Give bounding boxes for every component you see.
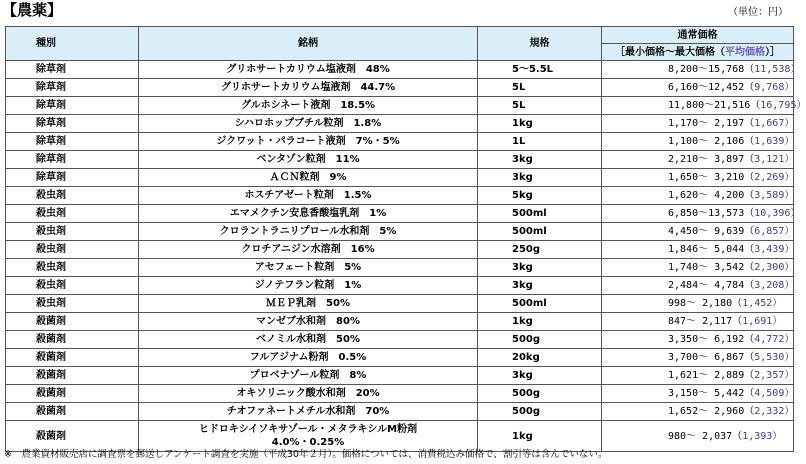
price-average: 5,530） (754, 352, 795, 363)
price-range: 1,100～ 2,106（ (668, 136, 755, 147)
cell-spec: 20kg (478, 349, 602, 367)
table-row (6, 331, 794, 349)
cell-kind: 殺菌剤 (6, 331, 139, 349)
cell-name: ホスチアゼート粒剤 1.5% (139, 187, 478, 205)
footnote: ※ 農業資材販売店に調査票を郵送しアンケート調査を実施（平成30年２月）。価格については、消費税込み価格で、割引等は含んでいない。 (4, 449, 608, 460)
cell-spec: 500g (478, 403, 602, 421)
price-range: 1,650～ 3,210（ (668, 172, 755, 183)
table-row (6, 187, 794, 205)
cell-name: チオファネートメチル水和剤 70% (139, 403, 478, 421)
cell-spec: 1kg (478, 313, 602, 331)
price-average: 3,208） (754, 280, 795, 291)
cell-kind: 除草剤 (6, 133, 139, 151)
table-row (6, 205, 794, 223)
cell-kind: 殺虫剤 (6, 205, 139, 223)
price-average: 2,269） (754, 172, 795, 183)
cell-name: アセフェート粒剤 5% (139, 259, 478, 277)
price-range: 3,150～ 5,442（ (668, 388, 755, 399)
cell-price (602, 385, 794, 403)
cell-kind: 除草剤 (6, 169, 139, 187)
cell-spec: 3kg (478, 169, 602, 187)
price-range: 998～ 2,180（ (668, 298, 743, 309)
cell-spec: 250g (478, 241, 602, 259)
table-row (6, 241, 794, 259)
cell-spec: 1L (478, 133, 602, 151)
cell-spec: 500g (478, 385, 602, 403)
cell-name-line2: 4.0%・0.25% (271, 437, 345, 448)
cell-name: フルアジナム粉剤 0.5% (139, 349, 478, 367)
cell-price (602, 403, 794, 421)
cell-kind: 除草剤 (6, 97, 139, 115)
cell-price (602, 133, 794, 151)
header-price-average: 平均価格 (725, 46, 765, 58)
price-average: 2,357） (754, 370, 795, 381)
cell-name: シハロホップブチル粒剤 1.8% (139, 115, 478, 133)
price-average: 9,768） (754, 82, 795, 93)
cell-spec: 3kg (478, 277, 602, 295)
cell-spec: 1kg (478, 115, 602, 133)
cell-spec: 5L (478, 97, 602, 115)
cell-price (602, 349, 794, 367)
price-range: 1,846～ 5,044（ (668, 244, 755, 255)
price-average: 3,589） (754, 190, 795, 201)
header-price-prefix: ［最小価格～最大価格（ (615, 46, 725, 58)
price-range: 847～ 2,117（ (668, 316, 743, 327)
cell-name: エマメクチン安息香酸塩乳剤 1% (139, 205, 478, 223)
header-spec: 規格 (478, 27, 602, 61)
price-range: 2,210～ 3,897（ (668, 154, 755, 165)
cell-spec: 500ml (478, 295, 602, 313)
cell-name: ジノテフラン粒剤 1% (139, 277, 478, 295)
cell-price (602, 295, 794, 313)
table-row (6, 295, 794, 313)
cell-spec: 3kg (478, 367, 602, 385)
cell-name: マンゼブ水和剤 80% (139, 313, 478, 331)
cell-kind: 殺虫剤 (6, 223, 139, 241)
pesticide-price-table (5, 26, 806, 452)
header-price-range (602, 44, 794, 61)
cell-name: ＡＣＮ粒剤 9% (139, 169, 478, 187)
price-range: 1,620～ 4,200（ (668, 190, 755, 201)
price-range: 8,200～15,768（ (668, 64, 755, 75)
price-average: 1,667） (754, 118, 795, 129)
cell-price (602, 277, 794, 295)
table-row (6, 313, 794, 331)
table-row (6, 403, 794, 421)
table-row (6, 367, 794, 385)
table-row (6, 133, 794, 151)
cell-price (602, 169, 794, 187)
price-average: 1,691） (742, 316, 783, 327)
table-row (6, 259, 794, 277)
price-average: 1,452） (742, 298, 783, 309)
cell-name: ジクワット・パラコート液剤 7%・5% (139, 133, 478, 151)
table-row (6, 169, 794, 187)
cell-spec: 500ml (478, 223, 602, 241)
cell-name: クロラントラニリプロール水和剤 5% (139, 223, 478, 241)
price-range: 1,740～ 3,542（ (668, 262, 755, 273)
cell-spec: 5L (478, 79, 602, 97)
cell-name (139, 421, 478, 452)
price-range: 1,170～ 2,197（ (668, 118, 755, 129)
cell-kind: 除草剤 (6, 79, 139, 97)
cell-name: グルホシネート液剤 18.5% (139, 97, 478, 115)
table-row (6, 97, 794, 115)
price-average: 10,396） (754, 208, 801, 219)
price-range: 6,850～13,573（ (668, 208, 755, 219)
price-average: 1,393） (742, 430, 783, 442)
price-range: 11,800～21,516（ (668, 100, 761, 111)
cell-price (602, 313, 794, 331)
cell-price (602, 61, 801, 79)
price-average: 4,772） (754, 334, 795, 345)
table-row (6, 115, 794, 133)
cell-kind: 殺菌剤 (6, 421, 139, 452)
cell-price (602, 421, 794, 452)
cell-price (602, 97, 806, 115)
cell-price (602, 259, 794, 277)
cell-price (602, 205, 801, 223)
table-row (6, 385, 794, 403)
cell-kind: 殺菌剤 (6, 313, 139, 331)
table-row (6, 223, 794, 241)
cell-kind: 殺虫剤 (6, 295, 139, 313)
price-average: 6,857） (754, 226, 795, 237)
cell-kind: 殺虫剤 (6, 187, 139, 205)
header-kind: 種別 (6, 27, 139, 61)
price-range: 1,652～ 2,960（ (668, 406, 755, 417)
price-range: 1,621～ 2,889（ (668, 370, 755, 381)
cell-name: プロベナゾール粒剤 8% (139, 367, 478, 385)
cell-price (602, 79, 794, 97)
cell-kind: 除草剤 (6, 115, 139, 133)
cell-name-line1: ヒドロキシイソキサゾール・メタラキシルM粉剤 (198, 424, 418, 435)
table-row (6, 151, 794, 169)
price-average: 2,300） (754, 262, 795, 273)
cell-spec: 5～5.5L (478, 61, 602, 79)
header-price: 通常価格 (602, 27, 794, 44)
cell-kind: 殺菌剤 (6, 367, 139, 385)
cell-kind: 除草剤 (6, 151, 139, 169)
cell-name: クロチアニジン水溶剤 16% (139, 241, 478, 259)
cell-price (602, 367, 794, 385)
cell-kind: 除草剤 (6, 61, 139, 79)
price-average: 3,439） (754, 244, 795, 255)
cell-name: グリホサートカリウム塩液剤 44.7% (139, 79, 478, 97)
cell-spec: 500g (478, 331, 602, 349)
cell-spec: 1kg (478, 421, 602, 452)
header-price-suffix: ）］ (765, 46, 780, 58)
price-range: 3,700～ 6,867（ (668, 352, 755, 363)
cell-kind: 殺菌剤 (6, 385, 139, 403)
price-average: 16,795） (760, 100, 806, 111)
cell-price (602, 115, 794, 133)
price-range: 4,450～ 9,639（ (668, 226, 755, 237)
section-title: 【農薬】 (2, 1, 63, 19)
cell-kind: 殺虫剤 (6, 241, 139, 259)
cell-price (602, 151, 794, 169)
price-average: 2,332） (754, 406, 795, 417)
cell-name: ベンタゾン粒剤 11% (139, 151, 478, 169)
price-range: 6,160～12,452（ (668, 82, 755, 93)
cell-name: グリホサートカリウム塩液剤 48% (139, 61, 478, 79)
cell-name: オキソリニック酸水和剤 20% (139, 385, 478, 403)
table-row (6, 421, 794, 452)
cell-price (602, 187, 794, 205)
table-row (6, 277, 794, 295)
cell-spec: 3kg (478, 259, 602, 277)
price-range: 2,484～ 4,784（ (668, 280, 755, 291)
price-range: 3,350～ 6,192（ (668, 334, 755, 345)
unit-label: （単位：円） (728, 7, 788, 18)
table-row (6, 349, 794, 367)
cell-name: ＭＥＰ乳剤 50% (139, 295, 478, 313)
cell-kind: 殺菌剤 (6, 349, 139, 367)
table-row (6, 79, 794, 97)
header-name: 銘柄 (139, 27, 478, 61)
cell-price (602, 241, 794, 259)
price-average: 11,538） (754, 64, 801, 75)
price-average: 3,121） (754, 154, 795, 165)
cell-kind: 殺虫剤 (6, 259, 139, 277)
price-average: 1,639） (754, 136, 795, 147)
cell-spec: 3kg (478, 151, 602, 169)
cell-kind: 殺菌剤 (6, 403, 139, 421)
cell-kind: 殺虫剤 (6, 277, 139, 295)
price-range: 980～ 2,037（ (668, 430, 743, 442)
table-body (6, 61, 806, 452)
table-row (6, 61, 794, 79)
cell-price (602, 331, 794, 349)
price-average: 4,509） (754, 388, 795, 399)
cell-spec: 500ml (478, 205, 602, 223)
cell-spec: 5kg (478, 187, 602, 205)
cell-name: ベノミル水和剤 50% (139, 331, 478, 349)
cell-price (602, 223, 794, 241)
